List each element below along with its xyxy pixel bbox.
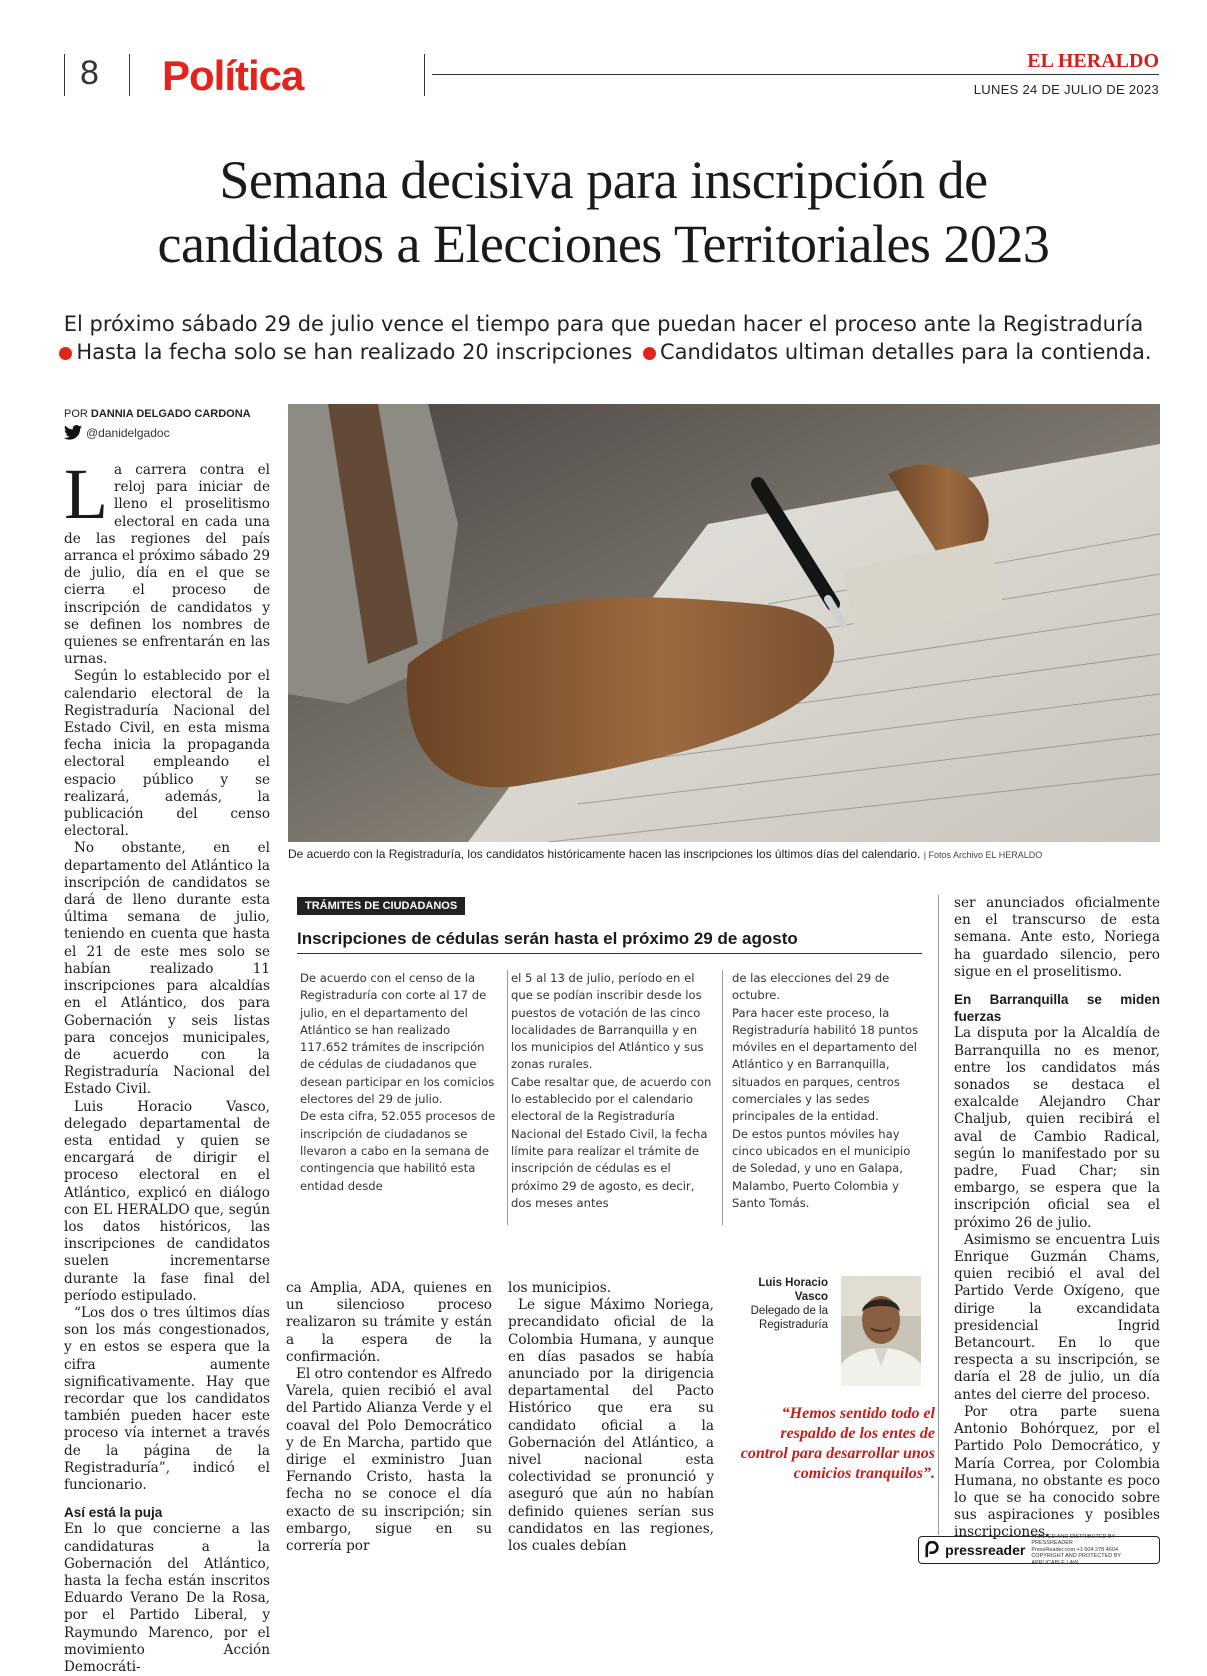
caption-text: De acuerdo con la Registraduría, los candidatos históricamente hacen las inscripciones los últimos días del calendario. <box>288 847 921 861</box>
article-paragraph: “Los dos o tres últimos días son los más congestionados, y en estos se espera que la cifra aumente significativamente. Hay que recordar que los candidatos también pueden hacer este proceso vía internet a través de la página de la Registraduría”, indicó el funcionario. <box>64 1304 270 1493</box>
article-paragraph: La carrera contra el reloj para iniciar de lleno el proselitismo electoral en cada una de las regiones del país arranca el próximo sábado 29 de julio, día en el que se cierra el proceso de inscripción de candidatos y se definen los nombres de quienes se enfrentarán en las urnas. <box>64 454 270 668</box>
article-paragraph: Luis Horacio Vasco, delegado departamental de esta entidad y quien se encargará de dirigir el proceso electoral en el Atlántico, explicó en diálogo con EL HERALDO que, según los datos históricos, las inscripciones de candidatos suelen incrementarse durante la fase final del período estipulado. <box>64 1098 270 1304</box>
pull-quote: “Hemos sentido todo el respaldo de los entes de control para desarrollar unos comicios tranquilos”. <box>740 1405 935 1482</box>
headline-line: candidatos a Elecciones Territoriales 2023 <box>157 214 1050 274</box>
sidebar-divider <box>507 970 508 1225</box>
bullet-icon <box>643 347 656 360</box>
headline <box>40 148 1167 276</box>
article-paragraph: Según lo establecido por el calendario electoral de la Registraduría Nacional del Estado Civil, en esta misma fecha inicia la propaganda electoral empleando el espacio público y se realizará, además, la publicación del censo electoral. <box>64 668 270 840</box>
article-column-4 <box>954 895 1160 1542</box>
masthead: EL HERALDO <box>1027 50 1159 72</box>
article-paragraph: ca Amplia, ADA, quienes en un silencioso proceso realizaron su trámite y están a la espera de la confirmación. <box>286 1280 492 1365</box>
issue-date: LUNES 24 DE JULIO DE 2023 <box>973 82 1159 97</box>
column-divider <box>938 895 939 1535</box>
article-paragraph: los municipios. <box>508 1280 612 1296</box>
article-subhead: Así está la puja <box>64 1505 163 1521</box>
deck-line <box>40 338 1167 366</box>
sidebar-column-2 <box>511 970 716 1212</box>
article-column-3 <box>508 1280 714 1555</box>
article-subhead: En Barranquilla se miden fuerzas <box>954 992 1160 1025</box>
drop-cap: L <box>64 454 108 534</box>
article-column-2 <box>286 1280 492 1555</box>
deck-item: Candidatos ultiman detalles para la contienda. <box>659 340 1152 364</box>
sidebar-tag: TRÁMITES DE CIUDADANOS <box>297 897 465 915</box>
photo-credit: | Fotos Archivo EL HERALDO <box>923 850 1043 860</box>
article-paragraph: ser anunciados oficialmente en el transcurso de esta semana. Ante esto, Noriega ha guardado silencio, pero sigue en el proselitismo. <box>954 895 1160 980</box>
page-number: 8 <box>80 54 99 92</box>
portrait-image <box>841 1276 921 1386</box>
sidebar-paragraph: Para hacer este proceso, la Registraduría habilitó 18 puntos móviles en el departamento del Atlántico y en Barranquilla, situados en parques, centros comerciales y las sedes principales de la entidad. <box>732 1005 919 1124</box>
sidebar-paragraph: De estos puntos móviles hay cinco ubicados en el municipio de Soledad, y uno en Galapa, Malambo, Puerto Colombia y Santo Tomás. <box>732 1126 911 1210</box>
main-photo <box>288 404 1160 842</box>
article-paragraph: Le sigue Máximo Noriega, precandidato oficial de la Colombia Humana, y aunque en días pasados se había anunciado por la dirigencia departamental del Pacto Histórico que era su candidato oficial a la Gobernación del Atlántico, a nivel nacional esta colectividad se pronunció y aseguró que aún no habían definido quienes serían sus candidatos en las regiones, los cuales debían <box>508 1297 714 1555</box>
deck <box>40 310 1167 366</box>
headline-line: Semana decisiva para inscripción de <box>219 150 988 210</box>
profile-caption <box>728 1276 828 1332</box>
section-title: Política <box>162 52 304 99</box>
header-divider <box>129 54 130 96</box>
bullet-icon <box>59 347 72 360</box>
sidebar-paragraph: De acuerdo con el censo de la Registraduría con corte al 17 de julio, en el departamento del Atlántico se han realizado 117.652 trámites de inscripción de cédulas de ciudadanos que desean participar en los comicios electores del 29 de julio. <box>300 971 495 1107</box>
sidebar-paragraph: de las elecciones del 29 de octubre. <box>732 971 890 1003</box>
article-paragraph: En lo que concierne a las candidaturas a la Gobernación del Atlántico, hasta la fecha están inscritos Eduardo Verano De la Rosa, por el Partido Liberal, y Raymundo Marenco, por el movimiento Acción Democráti- <box>64 1521 270 1676</box>
pressreader-logo-icon <box>925 1541 939 1559</box>
twitter-handle-row <box>64 425 170 440</box>
deck-line: El próximo sábado 29 de julio vence el tiempo para que puedan hacer el proceso ante la Registraduría <box>63 312 1144 336</box>
twitter-handle: @danidelgadoc <box>86 425 170 440</box>
byline-por: POR <box>64 408 88 420</box>
header-divider <box>424 54 425 96</box>
article-paragraph: Asimismo se encuentra Luis Enrique Guzmán Chams, quien recibió el aval del Partido Verde Oxígeno, que dirige la excandidata presidencial Ingrid Betancourt. En lo que respecta a su inscripción, se daría el 28 de julio, un día antes del cierre del proceso. <box>954 1231 1160 1403</box>
photo-caption <box>288 847 1160 861</box>
profile-role: Delegado de la Registraduría <box>750 1305 828 1331</box>
header-divider <box>64 54 65 96</box>
pressreader-badge[interactable] <box>918 1533 1160 1566</box>
article-paragraph: Por otra parte suena Antonio Bohórquez, por el Partido Polo Democrático, y María Correa, por Colombia Humana, no obstante es poco lo que se ha conocido sobre sus aspiraciones y posibles inscripciones. <box>954 1403 1160 1541</box>
sidebar-paragraph: el 5 al 13 de julio, período en el que se podían inscribir desde los puestos de votación de las cinco localidades de Barranquilla y en los municipios del Atlántico y sus zonas rurales. <box>511 971 704 1072</box>
byline <box>64 408 251 420</box>
article-column-1 <box>64 454 270 1676</box>
sidebar-divider <box>722 970 723 1225</box>
sidebar-paragraph: Cabe resaltar que, de acuerdo con lo establecido por el calendario electoral de la Registraduría Nacional del Estado Civil, la fecha límite para realizar el trámite de inscripción de cédulas es el próximo 29 de agosto, es decir, dos meses antes <box>511 1074 712 1210</box>
author-name: DANNIA DELGADO CARDONA <box>90 408 251 420</box>
sidebar-paragraph: De esta cifra, 52.055 procesos de inscripción de ciudadanos se llevaron a cabo en la semana de contingencia que habilitó esta entidad desde <box>300 1109 496 1193</box>
article-paragraph: La disputa por la Alcaldía de Barranquilla no es menor, entre los candidatos más sonados se destaca el exalcalde Alejandro Char Chaljub, quien recibirá el aval de Cambio Radical, según lo manifestado por su padre, Fuad Char; sin embargo, se espera que la inscripción oficial sea el próximo 26 de julio. <box>954 1025 1160 1231</box>
pressreader-fine-print: PRINTED AND DISTRIBUTED BY PRESSREADER PressReader.com +1 604 278 4604 COPYRIGHT AND PROTECTED BY APPLICABLE LAW <box>1031 1533 1121 1566</box>
registration-form-photo <box>288 404 1160 842</box>
profile-photo <box>841 1276 921 1386</box>
profile-name: Luis Horacio Vasco <box>758 1277 828 1303</box>
article-paragraph: El otro contendor es Alfredo Varela, quien recibió el aval del Partido Alianza Verde y el coaval del Polo Democrático y de En Marcha, partido que dirige el exministro Juan Fernando Cristo, hasta la fecha no se conoce el día exacto de su inscripción; sin embargo, sigue en su correría por <box>286 1366 492 1555</box>
pressreader-wordmark: pressreader <box>945 1542 1026 1558</box>
twitter-bird-icon <box>64 425 82 440</box>
sidebar-column-3 <box>732 970 927 1212</box>
deck-item: Hasta la fecha solo se han realizado 20 inscripciones <box>76 340 633 364</box>
sidebar-rule <box>297 953 922 954</box>
sidebar-column-1 <box>300 970 500 1195</box>
article-paragraph: No obstante, en el departamento del Atlántico la inscripción de candidatos se dará de lleno durante esta última semana de julio, teniendo en cuenta que hasta el 21 de este mes solo se habían realizado 11 inscripciones para alcaldías en el Atlántico, dos para Gobernación y seis listas para concejos municipales, de acuerdo con la Registraduría Nacional del Estado Civil. <box>64 840 270 1098</box>
header-rule <box>432 74 1159 75</box>
sidebar-title: Inscripciones de cédulas serán hasta el próximo 29 de agosto <box>297 929 798 948</box>
